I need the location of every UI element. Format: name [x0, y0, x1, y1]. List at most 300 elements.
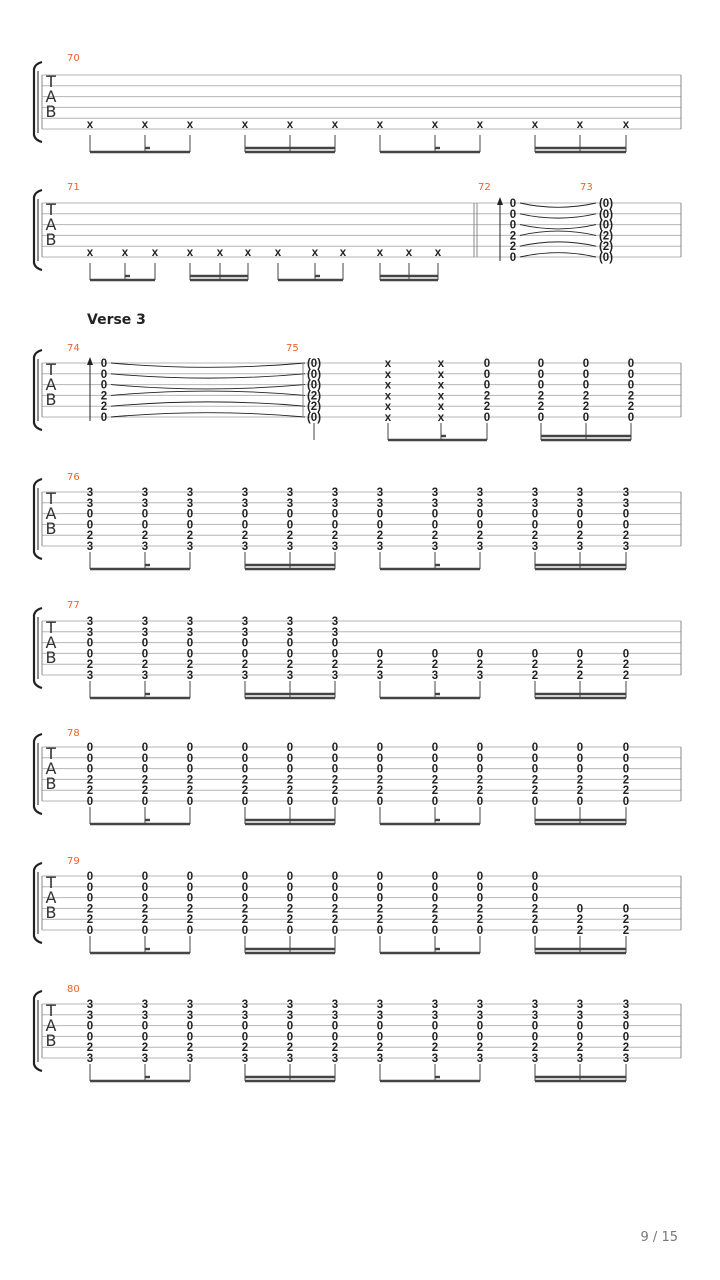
- fret-number: 2: [509, 241, 517, 254]
- fret-number: 2: [141, 659, 149, 672]
- fret-number: 2: [286, 1042, 294, 1055]
- fret-number: 3: [186, 541, 194, 553]
- measure-number: 71: [67, 182, 80, 193]
- fret-number: 2: [86, 914, 94, 927]
- fret-number: x: [384, 358, 392, 370]
- fret-number: 0: [627, 412, 635, 424]
- fret-number: 0: [86, 1031, 94, 1044]
- fret-number: 2: [186, 659, 194, 672]
- fret-number: 2: [286, 774, 294, 787]
- fret-number: 0: [476, 871, 484, 883]
- fret-number: x: [622, 119, 630, 131]
- fret-number: 2: [376, 1042, 384, 1055]
- fret-number: 3: [241, 999, 249, 1011]
- fret-number: 3: [476, 1009, 484, 1022]
- fret-number: 3: [286, 999, 294, 1011]
- fret-number: 2: [627, 401, 635, 414]
- fret-number: 0: [431, 871, 439, 883]
- fret-number: 2: [476, 785, 484, 798]
- fret-number: x: [186, 119, 194, 131]
- fret-number: 0: [582, 379, 590, 392]
- fret-number: 2: [622, 914, 630, 927]
- fret-number: 0: [483, 412, 491, 424]
- tie-curve: [111, 391, 305, 395]
- fret-number: 3: [376, 497, 384, 510]
- fret-number: 2: [241, 1042, 249, 1055]
- tab-clef-letter: T: [46, 873, 56, 892]
- fret-number: 0: [241, 742, 249, 754]
- tab-clef-letter: B: [45, 519, 57, 538]
- fret-number: 0: [86, 648, 94, 661]
- fret-number: (0): [598, 208, 614, 221]
- fret-number: 0: [86, 871, 94, 883]
- fret-number: 0: [531, 742, 539, 754]
- tie-curve: [111, 402, 305, 406]
- fret-number: 0: [431, 1031, 439, 1044]
- fret-number: 3: [86, 999, 94, 1011]
- fret-number: 2: [576, 1042, 584, 1055]
- fret-number: 0: [622, 796, 630, 808]
- fret-number: 0: [86, 742, 94, 754]
- measure-number: 78: [67, 728, 80, 739]
- fret-number: x: [286, 119, 294, 131]
- fret-number: 3: [141, 541, 149, 553]
- fret-number: 0: [376, 519, 384, 532]
- fret-number: 3: [141, 1009, 149, 1022]
- fret-number: 0: [627, 358, 635, 370]
- fret-number: 0: [331, 1031, 339, 1044]
- fret-number: 3: [141, 487, 149, 499]
- fret-number: 0: [286, 1020, 294, 1033]
- fret-number: 0: [576, 752, 584, 765]
- fret-number: x: [437, 390, 445, 403]
- fret-number: 2: [476, 659, 484, 672]
- fret-number: 0: [86, 796, 94, 808]
- fret-number: 0: [376, 648, 384, 661]
- fret-number: 3: [531, 999, 539, 1011]
- fret-number: 0: [476, 925, 484, 937]
- tie-curve: [520, 225, 596, 229]
- fret-number: 3: [476, 541, 484, 553]
- fret-number: 3: [186, 999, 194, 1011]
- fret-number: 2: [537, 390, 545, 403]
- fret-number: 0: [286, 752, 294, 765]
- fret-number: 3: [476, 670, 484, 682]
- fret-number: 0: [376, 925, 384, 937]
- fret-number: 0: [483, 379, 491, 392]
- fret-number: x: [331, 119, 339, 131]
- fret-number: 0: [476, 508, 484, 521]
- fret-number: 3: [186, 1009, 194, 1022]
- tab-clef-letter: B: [45, 774, 57, 793]
- fret-number: 3: [331, 487, 339, 499]
- measure-number: 77: [67, 600, 80, 611]
- fret-number: 2: [331, 914, 339, 927]
- tie-curve: [520, 203, 596, 207]
- fret-number: 0: [331, 1020, 339, 1033]
- fret-number: 0: [431, 648, 439, 661]
- fret-number: 0: [576, 1031, 584, 1044]
- fret-number: 0: [476, 892, 484, 905]
- fret-number: 0: [241, 796, 249, 808]
- fret-number: 2: [576, 914, 584, 927]
- fret-number: 0: [376, 742, 384, 754]
- fret-number: 3: [622, 1009, 630, 1022]
- fret-number: 2: [531, 903, 539, 916]
- fret-number: 0: [576, 508, 584, 521]
- fret-number: x: [141, 119, 149, 131]
- fret-number: 3: [376, 541, 384, 553]
- fret-number: 2: [627, 390, 635, 403]
- fret-number: 0: [509, 252, 517, 264]
- fret-number: 2: [531, 785, 539, 798]
- fret-number: 2: [622, 774, 630, 787]
- fret-number: (2): [306, 401, 322, 414]
- fret-number: 2: [86, 903, 94, 916]
- fret-number: 0: [286, 637, 294, 650]
- fret-number: 3: [186, 626, 194, 639]
- fret-number: 2: [582, 401, 590, 414]
- fret-number: 2: [622, 785, 630, 798]
- fret-number: 3: [476, 487, 484, 499]
- fret-number: 2: [431, 903, 439, 916]
- fret-number: x: [376, 119, 384, 131]
- fret-number: 0: [241, 881, 249, 894]
- fret-number: 3: [576, 487, 584, 499]
- fret-number: 3: [241, 487, 249, 499]
- fret-number: 0: [86, 1020, 94, 1033]
- fret-number: (0): [598, 252, 614, 264]
- fret-number: 0: [86, 925, 94, 937]
- fret-number: 0: [531, 1020, 539, 1033]
- fret-number: 2: [431, 659, 439, 672]
- fret-number: 3: [331, 999, 339, 1011]
- fret-number: 0: [100, 358, 108, 370]
- fret-number: 0: [622, 1020, 630, 1033]
- fret-number: 3: [576, 541, 584, 553]
- fret-number: 0: [537, 379, 545, 392]
- fret-number: 0: [622, 1031, 630, 1044]
- fret-number: 2: [531, 670, 539, 682]
- fret-number: 3: [431, 1009, 439, 1022]
- fret-number: 3: [431, 999, 439, 1011]
- fret-number: 2: [431, 785, 439, 798]
- fret-number: 0: [100, 379, 108, 392]
- fret-number: x: [244, 247, 252, 259]
- fret-number: 3: [86, 1053, 94, 1065]
- fret-number: 0: [331, 881, 339, 894]
- fret-number: 0: [476, 742, 484, 754]
- fret-number: 2: [141, 914, 149, 927]
- fret-number: 0: [141, 892, 149, 905]
- fret-number: 3: [576, 497, 584, 510]
- fret-number: 0: [509, 198, 517, 210]
- fret-number: 0: [537, 368, 545, 381]
- fret-number: 0: [376, 1031, 384, 1044]
- fret-number: 2: [531, 914, 539, 927]
- fret-number: 2: [576, 530, 584, 543]
- fret-number: 0: [476, 519, 484, 532]
- fret-number: 2: [476, 1042, 484, 1055]
- fret-number: 0: [141, 519, 149, 532]
- fret-number: 2: [576, 774, 584, 787]
- fret-number: 0: [537, 358, 545, 370]
- fret-number: 0: [622, 903, 630, 916]
- fret-number: 3: [186, 497, 194, 510]
- fret-number: 2: [622, 659, 630, 672]
- fret-number: 3: [86, 1009, 94, 1022]
- fret-number: 3: [286, 1053, 294, 1065]
- fret-number: 0: [241, 925, 249, 937]
- fret-number: 3: [286, 1009, 294, 1022]
- fret-number: x: [241, 119, 249, 131]
- fret-number: 3: [86, 497, 94, 510]
- fret-number: 0: [331, 742, 339, 754]
- fret-number: 0: [86, 519, 94, 532]
- fret-number: x: [384, 412, 392, 424]
- fret-number: 2: [286, 914, 294, 927]
- fret-number: 0: [622, 648, 630, 661]
- fret-number: 0: [241, 763, 249, 776]
- fret-number: 2: [622, 530, 630, 543]
- fret-number: 2: [622, 1042, 630, 1055]
- fret-number: 2: [286, 785, 294, 798]
- fret-number: 3: [431, 487, 439, 499]
- tab-clef-letter: T: [46, 200, 56, 219]
- fret-number: 0: [476, 796, 484, 808]
- fret-number: x: [437, 412, 445, 424]
- fret-number: 3: [286, 497, 294, 510]
- fret-number: 0: [531, 648, 539, 661]
- fret-number: 2: [241, 530, 249, 543]
- fret-number: 3: [576, 1053, 584, 1065]
- fret-number: 0: [141, 925, 149, 937]
- fret-number: 0: [331, 519, 339, 532]
- fret-number: 0: [86, 508, 94, 521]
- fret-number: 0: [141, 637, 149, 650]
- fret-number: 0: [576, 796, 584, 808]
- tab-clef-letter: A: [45, 375, 57, 394]
- fret-number: 2: [431, 1042, 439, 1055]
- fret-number: 3: [286, 616, 294, 628]
- fret-number: 2: [376, 530, 384, 543]
- fret-number: 2: [141, 903, 149, 916]
- fret-number: 0: [141, 763, 149, 776]
- fret-number: 0: [86, 892, 94, 905]
- fret-number: 3: [241, 1053, 249, 1065]
- fret-number: x: [151, 247, 159, 259]
- fret-number: 2: [331, 774, 339, 787]
- fret-number: 0: [241, 871, 249, 883]
- measure-number: 70: [67, 53, 80, 64]
- tab-clef-letter: A: [45, 87, 57, 106]
- fret-number: 3: [241, 626, 249, 639]
- fret-number: 0: [531, 519, 539, 532]
- fret-number: 0: [141, 648, 149, 661]
- fret-number: 2: [286, 530, 294, 543]
- fret-number: 0: [531, 1031, 539, 1044]
- fret-number: 0: [186, 763, 194, 776]
- fret-number: 3: [622, 487, 630, 499]
- fret-number: 3: [286, 626, 294, 639]
- tab-clef-letter: B: [45, 102, 57, 121]
- fret-number: 3: [376, 670, 384, 682]
- fret-number: (0): [306, 368, 322, 381]
- fret-number: 2: [86, 530, 94, 543]
- fret-number: 2: [100, 390, 108, 403]
- fret-number: 3: [86, 626, 94, 639]
- fret-number: 0: [431, 508, 439, 521]
- fret-number: 3: [431, 670, 439, 682]
- fret-number: 3: [331, 670, 339, 682]
- fret-number: 0: [286, 892, 294, 905]
- fret-number: 0: [376, 871, 384, 883]
- fret-number: 2: [376, 903, 384, 916]
- fret-number: 3: [331, 541, 339, 553]
- fret-number: 0: [186, 752, 194, 765]
- fret-number: 3: [476, 497, 484, 510]
- fret-number: 0: [531, 881, 539, 894]
- fret-number: 2: [531, 659, 539, 672]
- fret-number: 0: [576, 1020, 584, 1033]
- measure-number: 75: [286, 343, 299, 354]
- fret-number: 2: [531, 530, 539, 543]
- fret-number: 2: [241, 785, 249, 798]
- fret-number: 0: [576, 742, 584, 754]
- fret-number: 3: [141, 1053, 149, 1065]
- fret-number: x: [376, 247, 384, 259]
- tab-clef-letter: A: [45, 1016, 57, 1035]
- fret-number: x: [405, 247, 413, 259]
- fret-number: 0: [186, 881, 194, 894]
- fret-number: 2: [576, 670, 584, 682]
- fret-number: 3: [286, 670, 294, 682]
- fret-number: 3: [576, 1009, 584, 1022]
- fret-number: x: [437, 379, 445, 392]
- fret-number: 3: [86, 487, 94, 499]
- fret-number: 0: [141, 1020, 149, 1033]
- fret-number: 0: [531, 752, 539, 765]
- fret-number: (0): [598, 198, 614, 210]
- fret-number: 2: [186, 903, 194, 916]
- fret-number: x: [384, 401, 392, 414]
- fret-number: x: [311, 247, 319, 259]
- fret-number: 0: [531, 763, 539, 776]
- fret-number: 0: [509, 219, 517, 232]
- fret-number: 3: [141, 999, 149, 1011]
- fret-number: 0: [582, 358, 590, 370]
- page-number: 9 / 15: [640, 1230, 678, 1245]
- fret-number: 2: [186, 914, 194, 927]
- fret-number: x: [437, 368, 445, 381]
- fret-number: 3: [331, 616, 339, 628]
- fret-number: 3: [376, 1009, 384, 1022]
- fret-number: x: [576, 119, 584, 131]
- fret-number: 0: [186, 508, 194, 521]
- fret-number: 0: [431, 881, 439, 894]
- fret-number: 0: [376, 763, 384, 776]
- fret-number: 0: [376, 796, 384, 808]
- fret-number: 0: [86, 763, 94, 776]
- fret-number: 0: [241, 648, 249, 661]
- fret-number: 3: [186, 670, 194, 682]
- fret-number: 2: [531, 774, 539, 787]
- fret-number: 0: [576, 903, 584, 916]
- fret-number: x: [274, 247, 282, 259]
- fret-number: 0: [86, 881, 94, 894]
- fret-number: 2: [141, 530, 149, 543]
- fret-number: 0: [286, 742, 294, 754]
- fret-number: x: [384, 379, 392, 392]
- fret-number: 3: [141, 670, 149, 682]
- fret-number: 3: [622, 1053, 630, 1065]
- fret-number: 3: [622, 541, 630, 553]
- fret-number: 2: [622, 670, 630, 682]
- fret-number: 2: [86, 785, 94, 798]
- fret-number: 2: [186, 774, 194, 787]
- tie-curve: [520, 253, 596, 257]
- fret-number: 0: [531, 796, 539, 808]
- fret-number: 0: [576, 763, 584, 776]
- fret-number: 3: [241, 670, 249, 682]
- fret-number: 0: [241, 1031, 249, 1044]
- fret-number: 2: [576, 659, 584, 672]
- fret-number: 3: [186, 616, 194, 628]
- fret-number: 0: [186, 796, 194, 808]
- fret-number: x: [437, 401, 445, 414]
- fret-number: 0: [431, 892, 439, 905]
- fret-number: 0: [431, 763, 439, 776]
- fret-number: 2: [476, 914, 484, 927]
- tab-clef-letter: A: [45, 759, 57, 778]
- fret-number: 3: [476, 999, 484, 1011]
- fret-number: 2: [141, 1042, 149, 1055]
- tab-clef-letter: T: [46, 1001, 56, 1020]
- fret-number: 2: [241, 914, 249, 927]
- tie-curve: [520, 231, 596, 235]
- fret-number: 2: [331, 1042, 339, 1055]
- fret-number: x: [216, 247, 224, 259]
- fret-number: 2: [483, 401, 491, 414]
- fret-number: 0: [141, 881, 149, 894]
- fret-number: x: [431, 119, 439, 131]
- fret-number: 0: [376, 752, 384, 765]
- fret-number: 2: [331, 659, 339, 672]
- measure-number: 80: [67, 984, 80, 995]
- fret-number: x: [121, 247, 129, 259]
- fret-number: 0: [331, 752, 339, 765]
- fret-number: 0: [141, 752, 149, 765]
- tab-clef-letter: A: [45, 215, 57, 234]
- fret-number: 0: [186, 1020, 194, 1033]
- fret-number: 2: [431, 914, 439, 927]
- fret-number: 2: [476, 530, 484, 543]
- fret-number: 2: [483, 390, 491, 403]
- fret-number: 0: [331, 925, 339, 937]
- fret-number: 2: [241, 903, 249, 916]
- fret-number: 0: [286, 796, 294, 808]
- tab-clef-letter: A: [45, 888, 57, 907]
- fret-number: 3: [86, 541, 94, 553]
- fret-number: (2): [598, 230, 614, 243]
- fret-number: (2): [306, 390, 322, 403]
- fret-number: 0: [331, 871, 339, 883]
- fret-number: 2: [476, 774, 484, 787]
- section-label: Verse 3: [87, 312, 146, 328]
- fret-number: 0: [431, 796, 439, 808]
- fret-number: 0: [531, 508, 539, 521]
- fret-number: 2: [331, 903, 339, 916]
